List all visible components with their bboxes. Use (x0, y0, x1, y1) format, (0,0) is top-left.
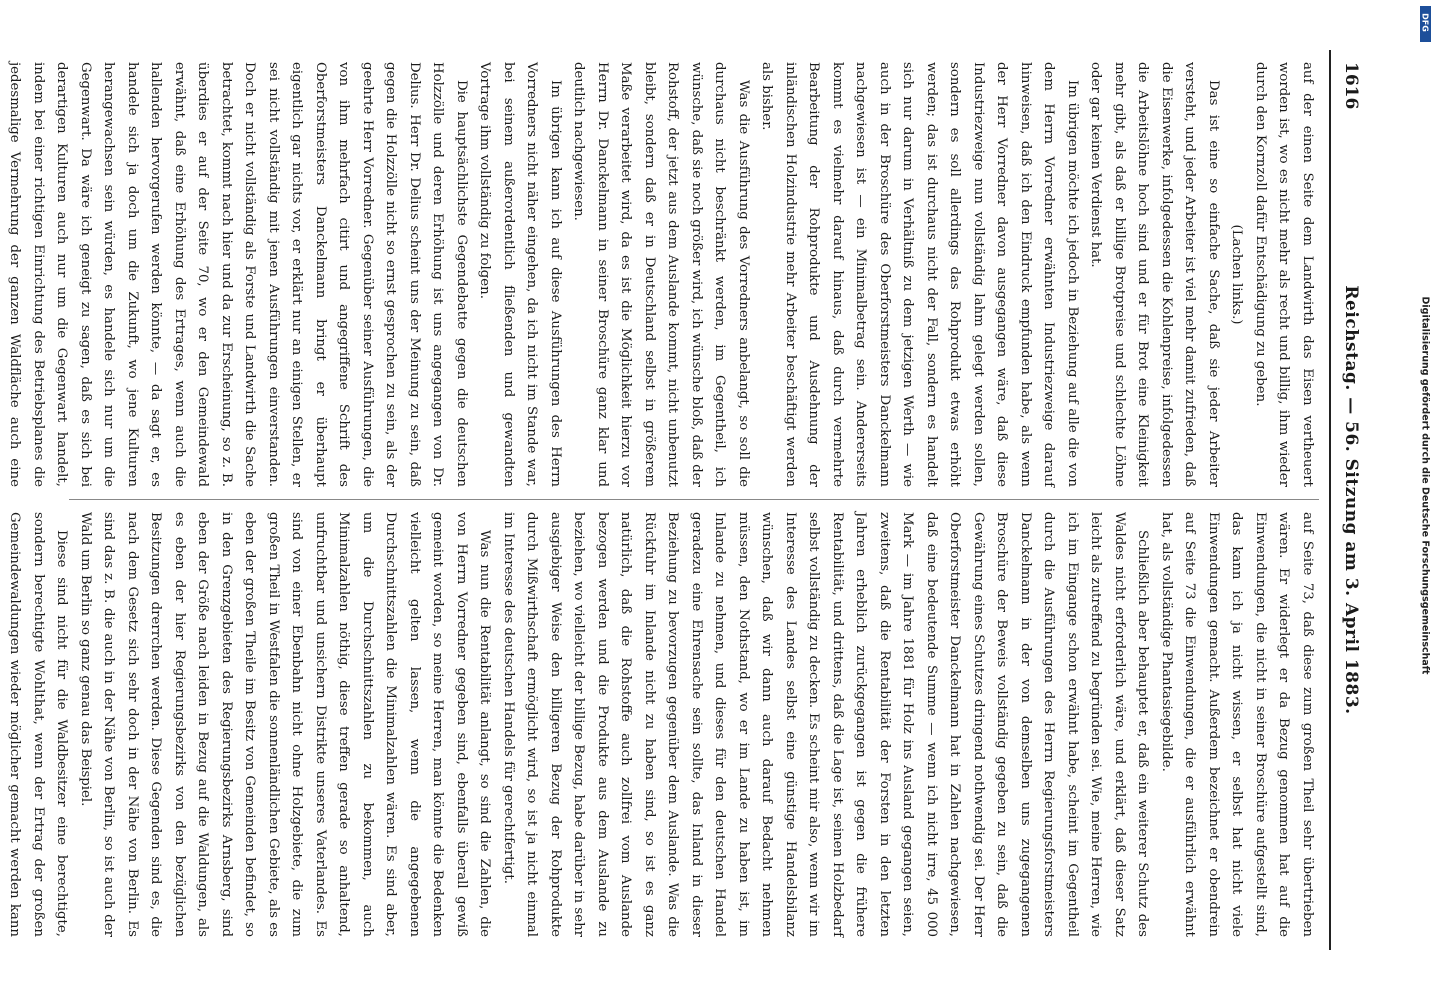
dfg-logo: DFG (1420, 6, 1431, 42)
interjection: (Lachen links.) (1229, 224, 1245, 325)
right-column (7, 512, 1319, 937)
paragraph: Schließlich aber behauptet er, daß ein weiterer Schutz des Waldes nicht erforderlich wäre, und erklärt, daß dieser Satz leicht als zutreffend zu begründen sei. Wie, meine Herren, wie ich im Eingange schon erwähnt habe, scheint im Gegentheil durch die Ausführungen des Herrn Regierungsforstmeisters Danckelmann in der von demselben uns zugegangenen Broschüre der Beweis vollständig gegeben zu sein, daß die Gewährung eines Schutzes dringend nothwendig sei. Der Herr Oberforstmeister Danckelmann hat in Zahlen nachgewiesen, daß eine bedeutende Summe — wenn ich nicht irre, 45 000 Mark — im Jahre 1881 für Holz ins Ausland gegangen seien, zweitens, daß die Rentabilität der Forsten in den letzten Jahren erheblich zurückgegangen ist gegen die frühere Rentabilität, und drittens, daß die Lage ist, seinen Holzbedarf selbst vollständig zu decken. Es scheint mir also, wenn wir im Interesse des Landes selbst eine günstige Handelsbilanz wünschen, daß wir dann auch darauf Bedacht nehmen müssen, den Nothstand, wo er im Lande zu haben ist, im Inlande zu nehmen, und dieses für den deutschen Handel geradezu eine Ehrensache sein sollte, das Inland in dieser Beziehung zu bevorzugen gegenüber dem Auslande. Was die Rückfuhr im Inlande nicht zu haben sind, so ist es ganz natürlich, daß die Rohstoffe auch zollfrei vom Auslande bezogen werden und die Produkte aus dem Auslande zu beziehen, wo vielleicht der billige Bezug, habe darüber in sehr ausgiebiger Weise den billigeren Bezug der Rohprodukte durch Mißwirthschaft ermöglicht wird, so ist ja nicht einmal im Interesse des deutschen Handels für gerechtfertigt. (501, 512, 1151, 937)
paragraph: Das ist eine so einfache Sache, daß sie jeder Arbeiter versteht, und jeder Arbeiter ist viel mehr damit zufrieden, daß die Eisenwerke, infolgedessen die Kohlenpreise, infolgedessen die Arbeitslöhne hoch sind und er für Brot eine Kleinigkeit mehr gibt, als daß er billige Brotpreise und schlechte Löhne oder gar keinen Verdienst hat. (1088, 62, 1221, 487)
header-rule (1329, 50, 1331, 950)
page-number: 1616 (1341, 62, 1361, 110)
running-title: Reichstag. — 56. Sitzung am 3. April 1883. (1341, 285, 1361, 715)
paragraph: auf Seite 73, daß diese zum großen Theil sehr übertrieben wären. Er widerlegt er da Bezug genommen hat auf die Einwendungen, die nicht in seiner Broschüre aufgestellt sind, das kann ich ja nicht wissen, er selbst hat nicht viele Einwendungen gemacht. Außerdem bezeichnet er obendrein auf Seite 73 die Einwendungen, die er ausführlich erwähnt hat, als vollständige Phantasiegebilde. (1159, 512, 1315, 937)
paragraph: Was nun die Rentabilität anlangt, so sind die Zahlen, die von Herrn Vorredner gegeben sind, ebenfalls überall gewiß gemeint worden, so meine Herren, man könnte die Bedenken vielleicht gelten lassen, wenn die angegebenen Durchschnittszahlen die Minimalzahlen wären. Es sind aber, um die Durchschnittszahlen zu bekommen, auch Minimalzahlen nöthig, diese treffen gerade so anhaltend, unfruchtbar und unsichern Distrikte unseres Vaterlandes. Es sind von einer Ebenbahn nicht ohne Holzgebiete, die zum großen Theil in Westfalen die sonnenländlichen Gebiete, als es eben der großen Theile im Besitz von Gemeinden befindet, so in den Grenzgebieten des Regierungsbezirks Arnsberg, sind eben der Größe nach leiden in Bezug auf die Waldungen, als es eben der hier Regierungsbezirks von den bezüglichen Besitzungen drerrchen werden. Diese Gegenden sind es, die nach dem Gesetz sich sehr doch in der Nähe von Berlin. Es sind das z. B. die auch in der Nähe von Berlin, so ist auch der Wald um Berlin so ganz genau das Beispiel. (78, 512, 493, 937)
paragraph: Im übrigen kann ich auf diese Ausführungen des Herrn Vorredners nicht näher eingehen, da ich nicht im Stande war, bei seinem außerordentlich fließenden und gewandten Vortrage ihm vollständig zu folgen. (477, 62, 563, 487)
paragraph: Im übrigen möchte ich jedoch in Beziehung auf alle die von dem Herrn Vorredner erwähnten Industriezweige darauf hinweisen, daß ich den Eindruck empfunden habe, als wenn der Herr Vorredner davon ausgegangen wäre, daß diese Industriezweige nun vollständig lahm gelegt werden sollen, sondern es soll allerdings das Rohprodukt etwas erhöht werden; das ist durchaus nicht der Fall, sondern es handelt sich nur darum in Verhältniß zu dem jetzigen Werth — wie auch in der Broschüre des Oberforstmeisters Danckelmann nachgewiesen ist — ein Minimalbetrag sein. Andererseits kommt es vielmehr darauf hinaus, daß durch vermehrte Bearbeitung der Rohprodukte und Ausdehnung der inländischen Holzindustrie mehr Arbeiter beschäftigt werden als bisher. (759, 62, 1080, 487)
paragraph: Die hauptsächlichste Gegendebatte gegen die deutschen Holzzölle und deren Erhöhung ist uns angegangen von Dr. Delius. Herr Dr. Delius scheint uns der Meinung zu sein, daß gegen die Holzzölle nicht so ernst gesprochen zu sein, als der geehrte Herr Vorredner. Gegenüber seiner Ausführungen, die von ihm mehrfach citirt und angegriffene Schrift des Oberforstmeisters Danckelmann bringt er überhaupt eigentlich gar nichts vor, er erklärt nur an einigen Stellen, er sei nicht vollständig mit jenen Ausführungen einverstanden. Doch er nicht vollständig als Forste und Landwirth die Sache betrachtet, kommt nach hier und da zur Erscheinung, so z. B. überdies er auf der Seite 70, wo er den Gemeindewald erwähnt, daß eine Erhöhung des Ertrages, wenn auch die hallenden hervorgerufen werden könnte, — da sagt er, es handele sich ja doch um die Zukunft, wo jene Kulturen herangewachsen sein würden, es handele sich nur um die Gegenwart. Da wäre ich geneigt zu sagen, daß es sich bei derartigen Kulturen auch nur um die Gegenwart handelt, indem bei einer richtigen Einrichtung des Betriebsplanes die jedesmalige Vermehrung der ganzen Waldfläche auch eine (7, 62, 469, 487)
paragraph: Diese sind nicht für die Waldbesitzer eine berechtigte, sondern berechtigte Wohlthat, wenn der Ertrag der großen Gemeindewaldungen wieder möglicher gemacht werden kann (7, 512, 70, 937)
paragraph: Was die Ausführung des Vorredners anbelangt, so soll die durchaus nicht beschränkt werden, im Gegentheil, ich wünsche, daß sie noch größer wird, ich wünsche bloß, daß der Rohstoff, der jetzt aus dem Auslande kommt, nicht unbenutzt bleibt, sondern daß er in Deutschland selbst in größerem Maße verarbeitet wird, da es ist die Möglichkeit hierzu vor Herrn Dr. Danckelmann in seiner Broschüre ganz klar und deutlich nachgewiesen. (571, 62, 751, 487)
page-header (1325, 50, 1371, 950)
digitization-credit: Digitalisierung gefördert durch die Deutsche Forschungsgemeinschaft (1419, 296, 1431, 675)
rotated-page-content (7, 50, 1371, 950)
left-column (7, 62, 1319, 487)
column-divider (69, 499, 1319, 500)
paragraph: auf der einen Seite dem Landwirth das Eisen vertheuert worden ist, wo es nicht mehr als recht und billig, ihm wieder durch den Kornzoll dafür Entschädigung zu geben. (1253, 62, 1315, 487)
